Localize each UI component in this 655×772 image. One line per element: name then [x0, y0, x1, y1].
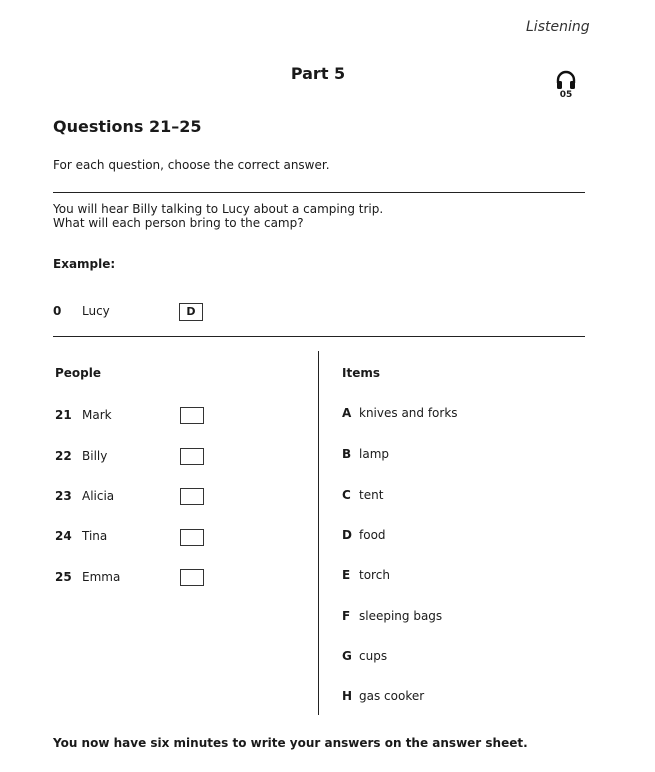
question-number: 21 — [55, 408, 72, 422]
item-text: cups — [359, 649, 388, 663]
example-number: 0 — [53, 304, 62, 318]
column-divider — [318, 351, 319, 715]
answer-box[interactable] — [180, 529, 204, 546]
section-label: Listening — [526, 19, 590, 35]
person-name: Mark — [82, 408, 112, 422]
item-letter: C — [342, 488, 351, 502]
item-letter: G — [342, 649, 352, 663]
question-number: 23 — [55, 489, 72, 503]
context-text — [53, 202, 383, 230]
question-number: 22 — [55, 449, 72, 463]
person-name: Billy — [82, 449, 108, 463]
items-heading: Items — [342, 366, 380, 380]
item-text: sleeping bags — [359, 609, 443, 623]
track-number: 05 — [559, 90, 573, 100]
person-name: Emma — [82, 570, 121, 584]
item-text: food — [359, 528, 386, 542]
answer-box[interactable] — [180, 448, 204, 465]
headphones-icon — [555, 69, 577, 91]
example-name: Lucy — [82, 304, 110, 318]
context-line: What will each person bring to the camp? — [53, 216, 304, 230]
item-letter: E — [342, 568, 351, 582]
example-answer-box: D — [179, 303, 203, 321]
questions-title: Questions 21–25 — [53, 117, 202, 136]
question-number: 24 — [55, 529, 72, 543]
item-letter: F — [342, 609, 351, 623]
answer-box[interactable] — [180, 569, 204, 586]
audio-track[interactable] — [552, 69, 580, 105]
item-text: lamp — [359, 447, 389, 461]
item-text: gas cooker — [359, 689, 425, 703]
answer-box[interactable] — [180, 488, 204, 505]
item-letter: D — [342, 528, 352, 542]
instruction-text: For each question, choose the correct answer. — [53, 158, 330, 172]
question-number: 25 — [55, 570, 72, 584]
part-title: Part 5 — [290, 64, 346, 83]
person-name: Alicia — [82, 489, 115, 503]
answer-box[interactable] — [180, 407, 204, 424]
item-letter: A — [342, 406, 352, 420]
divider — [53, 192, 585, 193]
item-letter: H — [342, 689, 353, 703]
context-line: You will hear Billy talking to Lucy about a camping trip. — [53, 202, 384, 216]
divider — [53, 336, 585, 337]
item-text: knives and forks — [359, 406, 458, 420]
example-label: Example: — [53, 257, 116, 271]
footer-instruction: You now have six minutes to write your answers on the answer sheet. — [53, 736, 528, 750]
item-text: torch — [359, 568, 390, 582]
item-text: tent — [359, 488, 384, 502]
person-name: Tina — [82, 529, 108, 543]
item-letter: B — [342, 447, 352, 461]
people-heading: People — [55, 366, 102, 380]
